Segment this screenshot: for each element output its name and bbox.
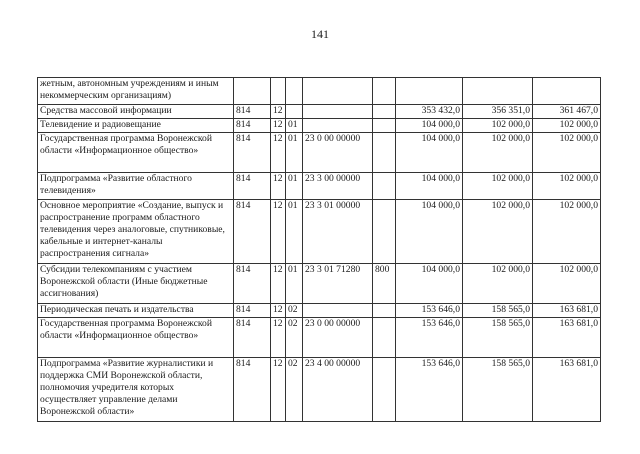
amount-year2-cell: 102 000,0 xyxy=(463,200,533,264)
ved-cell xyxy=(234,78,271,105)
subsection-cell xyxy=(286,105,303,119)
row-name-cell: Подпрограмма «Развитие журналистики и поддержка СМИ Воронежской области, полномочия учредителя которых осуществляет управление делами Воронежской области» xyxy=(38,358,234,422)
amount-year1-cell: 104 000,0 xyxy=(396,133,463,173)
section-cell: 12 xyxy=(271,318,286,358)
section-cell: 12 xyxy=(271,200,286,264)
amount-year1-cell: 104 000,0 xyxy=(396,200,463,264)
amount-year2-cell: 158 565,0 xyxy=(463,304,533,318)
subsection-cell: 02 xyxy=(286,304,303,318)
amount-year3-cell: 163 681,0 xyxy=(533,358,601,422)
section-cell: 12 xyxy=(271,264,286,304)
amount-year2-cell xyxy=(463,78,533,105)
table-row xyxy=(38,173,601,200)
amount-year3-cell xyxy=(533,78,601,105)
amount-year3-cell: 102 000,0 xyxy=(533,119,601,133)
ved-cell: 814 xyxy=(234,304,271,318)
target-article-cell: 23 3 01 71280 xyxy=(303,264,373,304)
ved-cell: 814 xyxy=(234,173,271,200)
row-name-cell: Телевидение и радиовещание xyxy=(38,119,234,133)
ved-cell: 814 xyxy=(234,358,271,422)
amount-year1-cell: 353 432,0 xyxy=(396,105,463,119)
section-cell: 12 xyxy=(271,119,286,133)
amount-year1-cell: 104 000,0 xyxy=(396,119,463,133)
table-row xyxy=(38,264,601,304)
section-cell: 12 xyxy=(271,105,286,119)
target-article-cell xyxy=(303,304,373,318)
subsection-cell: 01 xyxy=(286,173,303,200)
target-article-cell xyxy=(303,78,373,105)
section-cell: 12 xyxy=(271,358,286,422)
ved-cell: 814 xyxy=(234,318,271,358)
expense-type-cell xyxy=(373,78,396,105)
table-row xyxy=(38,200,601,264)
expense-type-cell xyxy=(373,318,396,358)
row-name-cell: Периодическая печать и издательства xyxy=(38,304,234,318)
expense-type-cell xyxy=(373,173,396,200)
expense-type-cell xyxy=(373,358,396,422)
table-row xyxy=(38,133,601,173)
row-name-cell: Государственная программа Воронежской области «Информационное общество» xyxy=(38,133,234,173)
amount-year3-cell: 163 681,0 xyxy=(533,304,601,318)
row-name-cell: Средства массовой информации xyxy=(38,105,234,119)
expense-type-cell xyxy=(373,105,396,119)
amount-year1-cell: 153 646,0 xyxy=(396,304,463,318)
target-article-cell: 23 3 01 00000 xyxy=(303,200,373,264)
amount-year3-cell: 102 000,0 xyxy=(533,173,601,200)
target-article-cell: 23 4 00 00000 xyxy=(303,358,373,422)
section-cell: 12 xyxy=(271,173,286,200)
amount-year2-cell: 356 351,0 xyxy=(463,105,533,119)
amount-year2-cell: 102 000,0 xyxy=(463,119,533,133)
row-name-cell: Государственная программа Воронежской области «Информационное общество» xyxy=(38,318,234,358)
expense-type-cell xyxy=(373,200,396,264)
budget-table xyxy=(37,77,601,422)
subsection-cell: 01 xyxy=(286,133,303,173)
subsection-cell: 01 xyxy=(286,119,303,133)
target-article-cell: 23 3 00 00000 xyxy=(303,173,373,200)
expense-type-cell xyxy=(373,119,396,133)
expense-type-cell: 800 xyxy=(373,264,396,304)
amount-year2-cell: 158 565,0 xyxy=(463,358,533,422)
expense-type-cell xyxy=(373,304,396,318)
row-name-cell: жетным, автономным учреждениям и иным некоммерческим организациям) xyxy=(38,78,234,105)
ved-cell: 814 xyxy=(234,264,271,304)
amount-year1-cell xyxy=(396,78,463,105)
subsection-cell: 01 xyxy=(286,264,303,304)
section-cell: 12 xyxy=(271,133,286,173)
amount-year1-cell: 104 000,0 xyxy=(396,264,463,304)
table-row xyxy=(38,78,601,105)
row-name-cell: Основное мероприятие «Создание, выпуск и распространение программ областного телевидения через аналоговые, спутниковые, кабельные и интернет-каналы распространения сигнала» xyxy=(38,200,234,264)
amount-year1-cell: 104 000,0 xyxy=(396,173,463,200)
table-row xyxy=(38,119,601,133)
amount-year3-cell: 163 681,0 xyxy=(533,318,601,358)
amount-year1-cell: 153 646,0 xyxy=(396,318,463,358)
ved-cell: 814 xyxy=(234,119,271,133)
amount-year3-cell: 102 000,0 xyxy=(533,264,601,304)
ved-cell: 814 xyxy=(234,105,271,119)
amount-year2-cell: 102 000,0 xyxy=(463,264,533,304)
table-row xyxy=(38,304,601,318)
target-article-cell: 23 0 00 00000 xyxy=(303,133,373,173)
amount-year3-cell: 361 467,0 xyxy=(533,105,601,119)
amount-year2-cell: 102 000,0 xyxy=(463,133,533,173)
subsection-cell: 01 xyxy=(286,200,303,264)
amount-year2-cell: 158 565,0 xyxy=(463,318,533,358)
target-article-cell xyxy=(303,119,373,133)
ved-cell: 814 xyxy=(234,133,271,173)
subsection-cell: 02 xyxy=(286,358,303,422)
subsection-cell xyxy=(286,78,303,105)
ved-cell: 814 xyxy=(234,200,271,264)
table-row xyxy=(38,318,601,358)
table-body xyxy=(38,78,601,422)
amount-year1-cell: 153 646,0 xyxy=(396,358,463,422)
amount-year3-cell: 102 000,0 xyxy=(533,200,601,264)
target-article-cell xyxy=(303,105,373,119)
section-cell: 12 xyxy=(271,304,286,318)
target-article-cell: 23 0 00 00000 xyxy=(303,318,373,358)
page-number: 141 xyxy=(311,27,329,41)
amount-year2-cell: 102 000,0 xyxy=(463,173,533,200)
table-row xyxy=(38,358,601,422)
expense-type-cell xyxy=(373,133,396,173)
subsection-cell: 02 xyxy=(286,318,303,358)
row-name-cell: Подпрограмма «Развитие областного телевидения» xyxy=(38,173,234,200)
table-row xyxy=(38,105,601,119)
row-name-cell: Субсидии телекомпаниям с участием Воронежской области (Иные бюджетные ассигнования) xyxy=(38,264,234,304)
section-cell xyxy=(271,78,286,105)
amount-year3-cell: 102 000,0 xyxy=(533,133,601,173)
